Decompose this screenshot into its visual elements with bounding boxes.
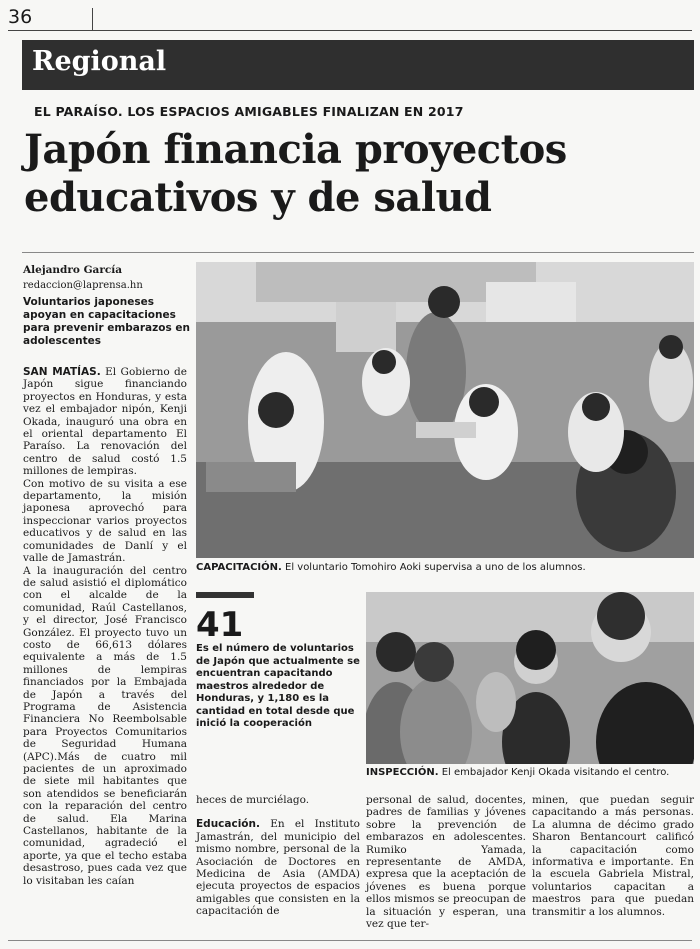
paragraph: A la inauguración del centro de salud asistió el diplomático con el alcalde de la comunidad, Raúl Castellanos, y el director, José Francisco González. El proyecto tuvo un costo de 66,613 dólares equivalente a más de 1.5 millones de lempiras financiados por la Embajada de Japón a través del Programa de Asistencia Financiera No Reembolsable para Proyectos Comunitarios de Seguridad Humana (APC).Más de cuatro mil pacientes de un aproximado de siete mil habitantes que son atendidos se beneficiarán con la reparación del centro de salud. Ela Marina Castellanos, habitante de la comunidad, agradeció el aporte, ya que el techo estaba desastroso, pues cada vez que lo visitaban les caían — [23, 564, 187, 887]
author-email: redaccion@laprensa.hn — [23, 280, 143, 291]
paragraph: personal de salud, docentes, padres de familias y jóvenes sobre la prevención de embarazos en adolescentes. Rumiko Yamada, representante de AMDA, expresa que la aceptación de jóvenes es buena porque ellos mismos se preocupan de la situación y esperan, una vez que ter- — [366, 794, 526, 931]
header-divider — [92, 8, 93, 30]
photo-caption-2 — [366, 767, 694, 778]
stat-number: 41 — [196, 605, 244, 645]
article-column-1 — [23, 366, 187, 887]
page-number: 36 — [8, 6, 33, 28]
paragraph: minen, que puedan seguir capacitando a más personas. La alumna de décimo grado Sharon Bentancourt calificó la capacitación como informativa e importante. En la escuela Gabriela Mistral, voluntarios capacitan a maestros para que puedan transmitir a los alumnos. — [532, 794, 694, 918]
photo-caption-1 — [196, 562, 694, 573]
subheadline: Voluntarios japoneses apoyan en capacitaciones para prevenir embarazos en adolescentes — [23, 296, 190, 347]
headline-rule — [22, 252, 694, 253]
footer-rule — [8, 940, 692, 941]
caption-text: El voluntario Tomohiro Aoki supervisa a uno de los alumnos. — [285, 562, 586, 573]
article-column-4 — [532, 794, 694, 918]
stat-text: Es el número de voluntarios de Japón que actualmente se encuentran capacitando maestros alrededor de Honduras, y 1,180 es la cantidad en total desde que inició la cooperación — [196, 643, 360, 729]
paragraph: Con motivo de su visita a ese departamento, la misión japonesa aprovechó para inspeccionar varios proyectos educativos y de salud en las comunidades de Danlí y el valle de Jamastrán. — [23, 477, 187, 565]
kicker: EL PARAÍSO. LOS ESPACIOS AMIGABLES FINALIZAN EN 2017 — [34, 104, 464, 119]
caption-label: CAPACITACIÓN. — [196, 562, 282, 573]
dateline: SAN MATÍAS. — [23, 366, 101, 378]
section-banner — [22, 40, 694, 90]
caption-label: INSPECCIÓN. — [366, 767, 439, 778]
classroom-photo — [196, 262, 694, 558]
article-column-2 — [196, 794, 360, 918]
paragraph: heces de murciélago. — [196, 794, 310, 806]
classroom-photo-image — [196, 262, 694, 558]
author-name: Alejandro García — [23, 264, 123, 276]
stat-bar — [196, 592, 254, 598]
header-rule — [8, 30, 692, 31]
section-title: Regional — [32, 46, 167, 77]
headline: Japón financia proyectos educativos y de salud — [24, 126, 567, 221]
paragraph: En el Instituto Jamastrán, del municipio del mismo nombre, personal de la Asociación de Doctores en Medicina de Asia (AMDA) ejecuta proyectos de espacios amigables que consisten en la capacitación de — [196, 818, 360, 918]
caption-text: El embajador Kenji Okada visitando el centro. — [441, 767, 670, 778]
inspection-photo-image — [366, 592, 694, 764]
inspection-photo — [366, 592, 694, 764]
article-column-3 — [366, 794, 526, 930]
subhead-education: Educación. — [196, 818, 260, 831]
paragraph: El Gobierno de Japón sigue financiando proyectos en Honduras, y esta vez el embajador nipón, Kenji Okada, inauguró una obra en el oriental departamento El Paraíso. La renovación del centro de salud costó 1.5 millones de lempiras. — [23, 366, 187, 478]
